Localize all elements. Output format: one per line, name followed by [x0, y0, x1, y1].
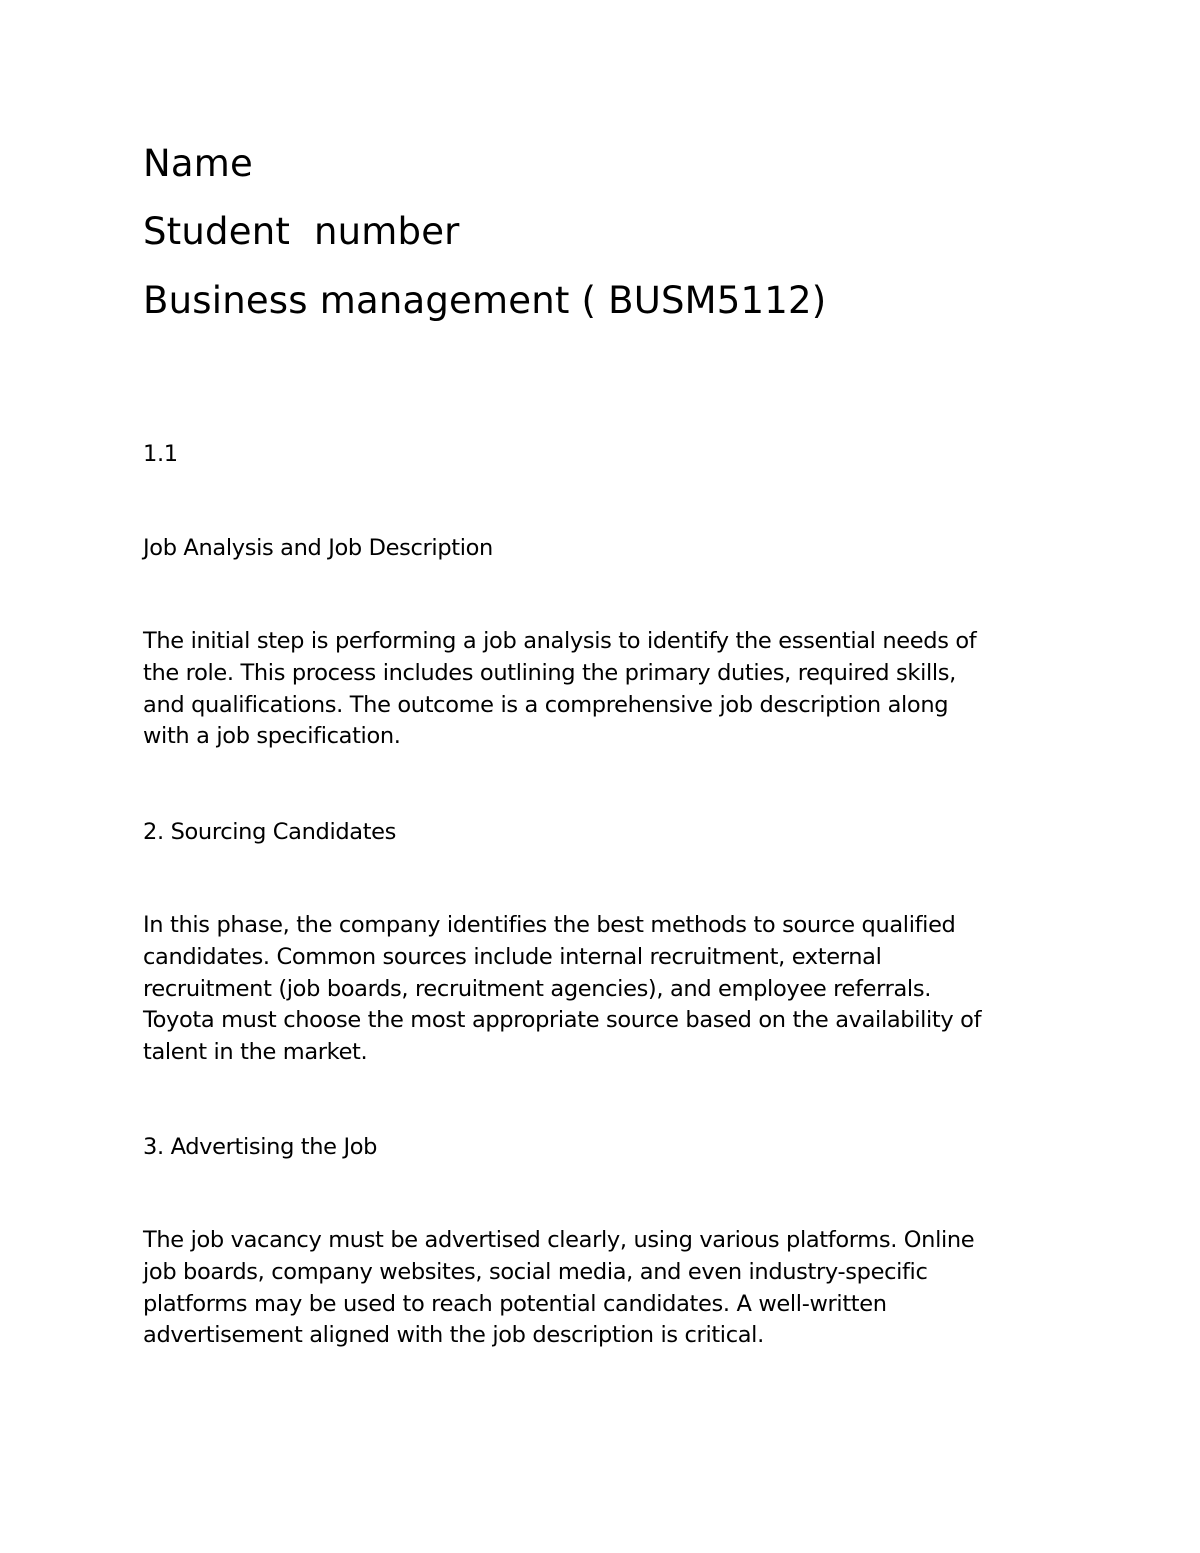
- name-label: Name: [143, 142, 253, 185]
- paragraph-line: talent in the market.: [143, 1039, 368, 1066]
- paragraph-advertising: [143, 1225, 1083, 1352]
- paragraph-sourcing: [143, 910, 1083, 1069]
- paragraph-line: In this phase, the company identifies the best methods to source qualified: [143, 912, 956, 938]
- paragraph-line: Toyota must choose the most appropriate source based on the availability of: [143, 1007, 982, 1034]
- paragraph-line: platforms may be used to reach potential candidates. A well-written: [143, 1290, 887, 1317]
- course-title: Business management ( BUSM5112): [143, 279, 827, 322]
- section-heading-sourcing: 2. Sourcing Candidates: [143, 819, 397, 845]
- student-number-label: Student number: [143, 210, 460, 253]
- section-heading-job-analysis: Job Analysis and Job Description: [143, 535, 493, 561]
- section-heading-advertising: 3. Advertising the Job: [143, 1134, 378, 1160]
- section-number: 1.1: [143, 441, 178, 467]
- paragraph-line: The initial step is performing a job analysis to identify the essential needs of: [143, 628, 977, 654]
- paragraph-line: job boards, company websites, social media, and even industry-specific: [143, 1258, 928, 1285]
- paragraph-line: recruitment (job boards, recruitment agencies), and employee referrals.: [143, 975, 931, 1002]
- paragraph-job-analysis: [143, 626, 1083, 753]
- paragraph-line: advertisement aligned with the job description is critical.: [143, 1322, 764, 1349]
- paragraph-line: candidates. Common sources include internal recruitment, external: [143, 943, 882, 970]
- paragraph-line: with a job specification.: [143, 723, 401, 750]
- paragraph-line: The job vacancy must be advertised clearly, using various platforms. Online: [143, 1227, 975, 1253]
- paragraph-line: the role. This process includes outlining the primary duties, required skills,: [143, 659, 956, 686]
- paragraph-line: and qualifications. The outcome is a comprehensive job description along: [143, 691, 949, 718]
